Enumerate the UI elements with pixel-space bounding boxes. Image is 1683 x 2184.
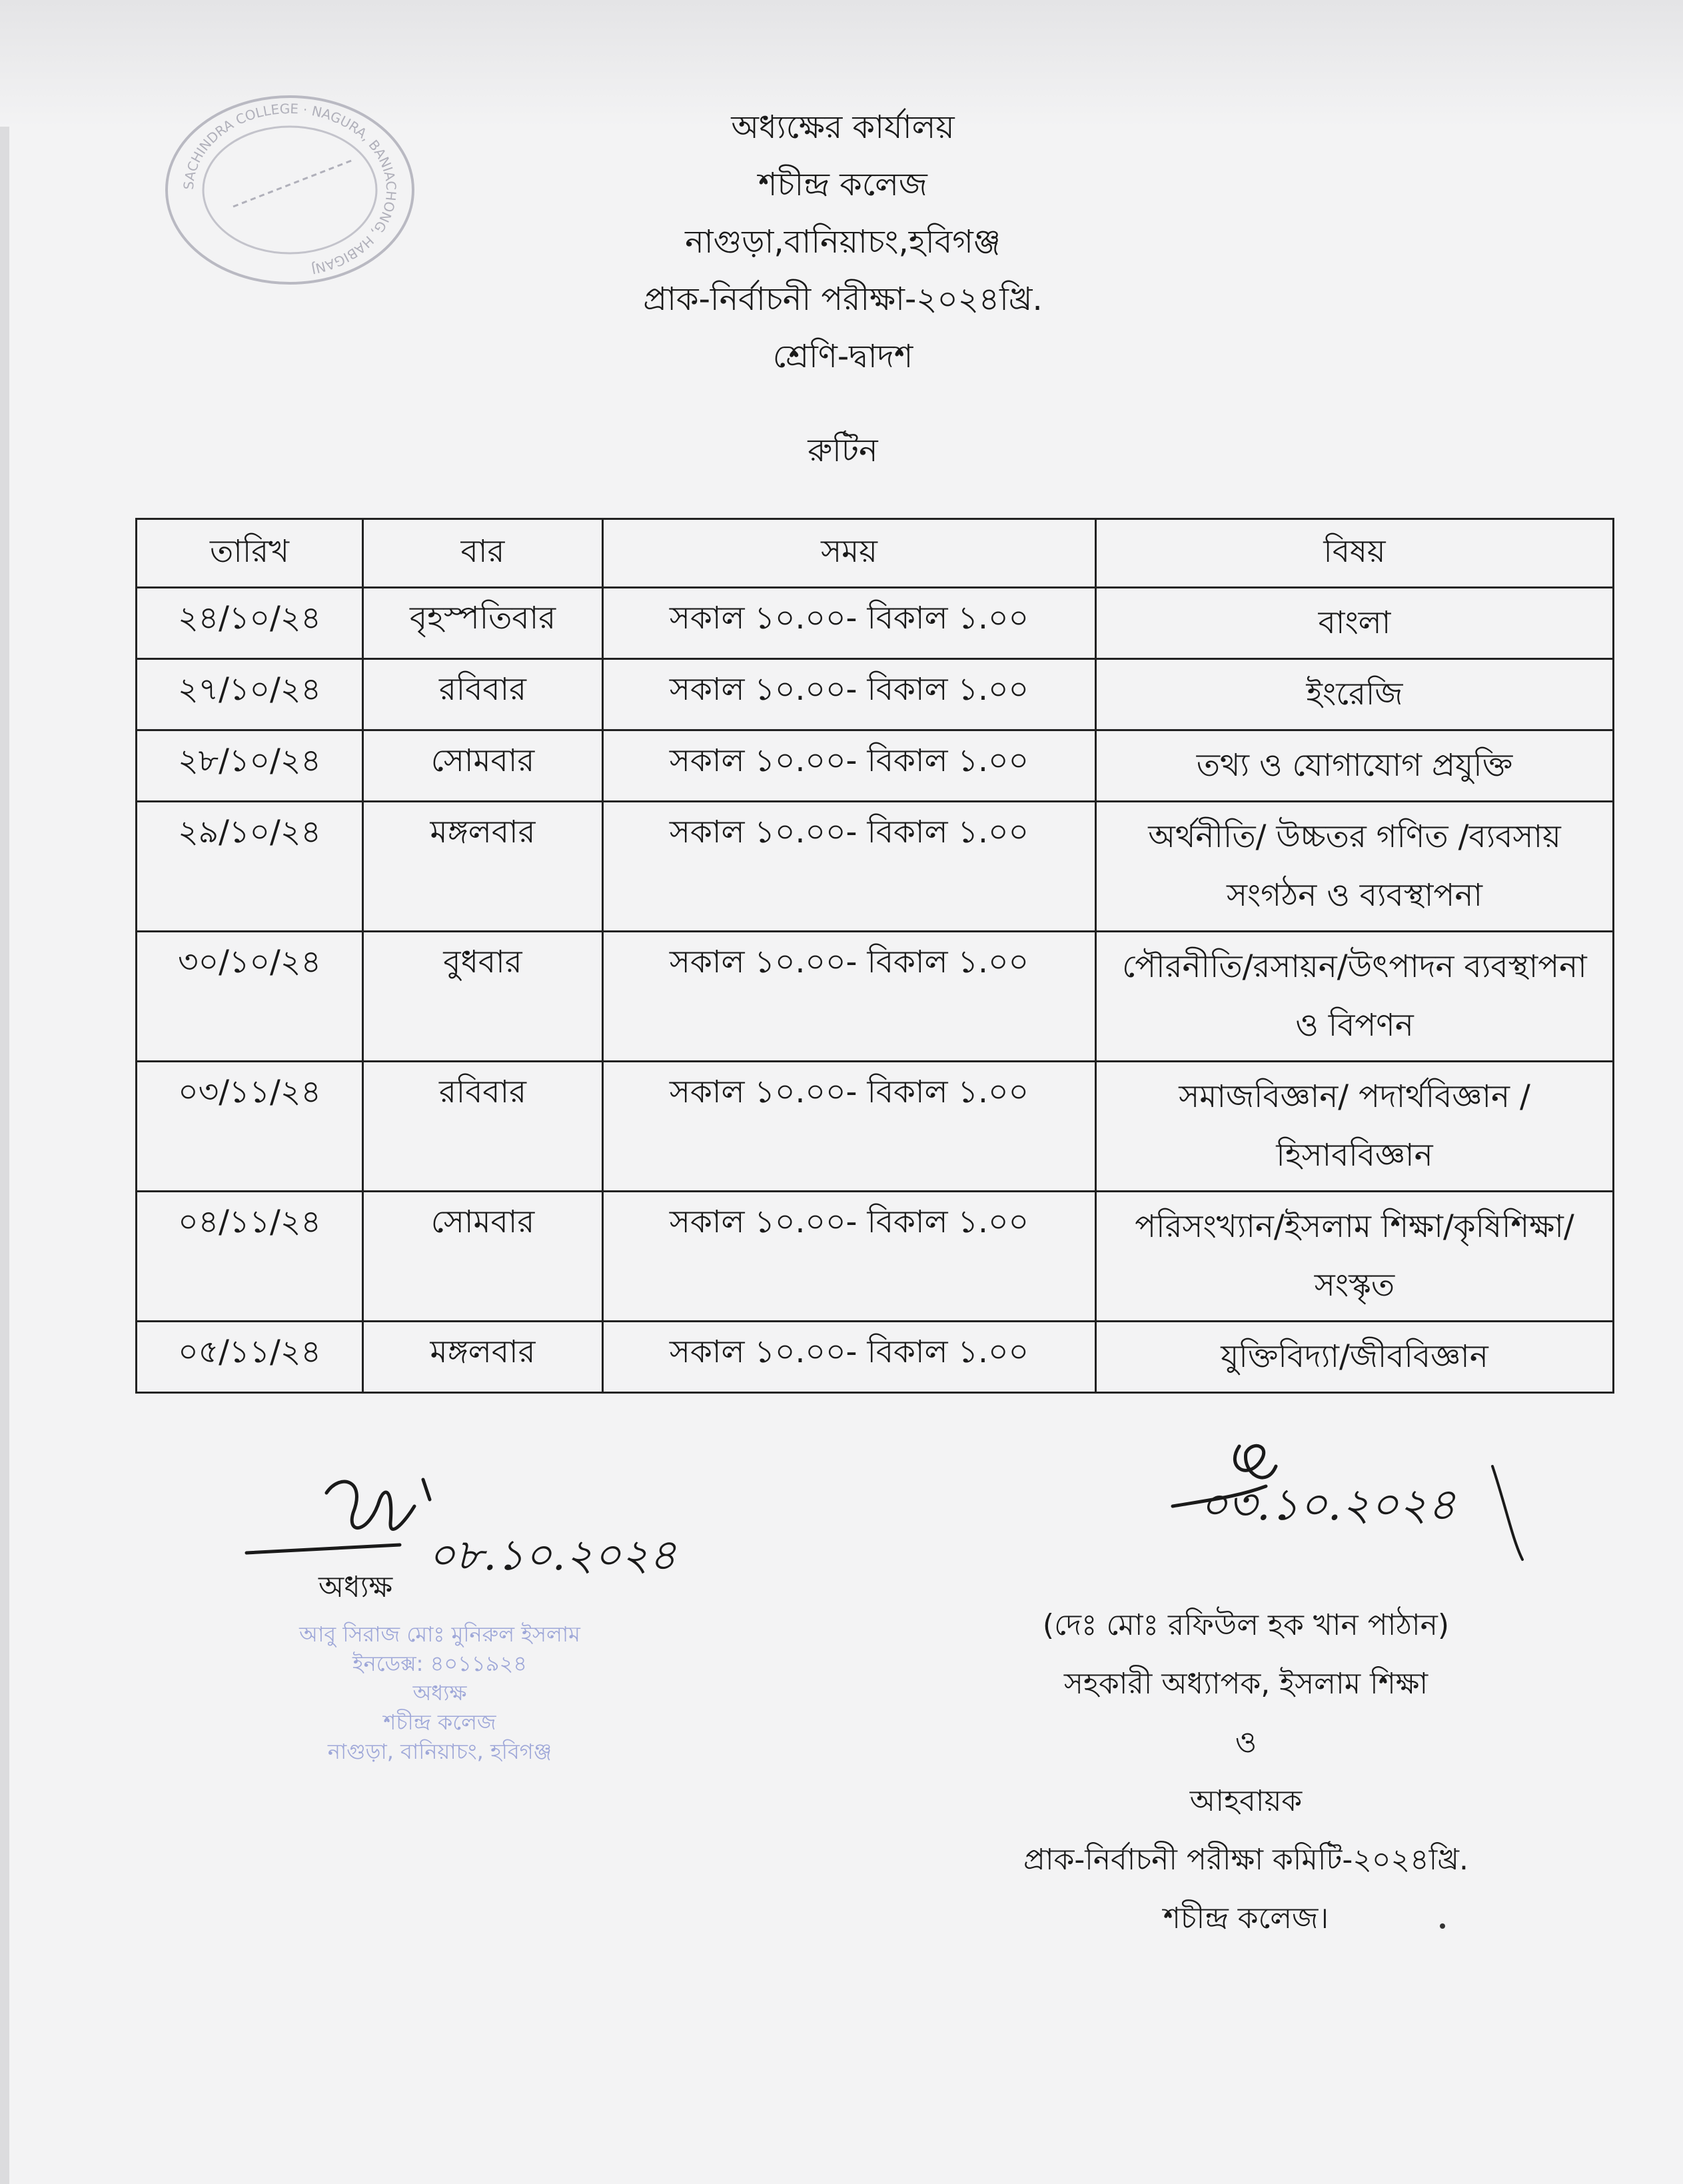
routine-label: রুটিন (808, 432, 878, 469)
cell-subject: পরিসংখ্যান/ইসলাম শিক্ষা/কৃষিশিক্ষা/সংস্কৃত (1096, 1192, 1614, 1322)
cell-day: মঙ্গলবার (363, 802, 603, 932)
cell-time: সকাল ১০.০০- বিকাল ১.০০ (603, 1322, 1096, 1393)
cell-date: ০৪/১১/২৪ (137, 1192, 363, 1322)
college-seal-stamp (160, 90, 420, 290)
exam-routine-table (135, 518, 1614, 1394)
committee-name: প্রাক-নির্বাচনী পরীক্ষা কমিটি-২০২৪খ্রি. (1023, 1843, 1468, 1877)
convener-title: সহকারী অধ্যাপক, ইসলাম শিক্ষা (1063, 1667, 1428, 1701)
cell-time: সকাল ১০.০০- বিকাল ১.০০ (603, 1062, 1096, 1192)
principal-designation: অধ্যক্ষ (318, 1570, 393, 1604)
table-row (137, 1062, 1614, 1192)
convener-name: (দেঃ মোঃ রফিউল হক খান পাঠান) (1042, 1608, 1450, 1642)
college-address: নাগুড়া,বানিয়াচং,হবিগঞ্জ (685, 223, 1001, 261)
cell-subject: যুক্তিবিদ্যা/জীববিজ্ঞান (1096, 1322, 1614, 1393)
column-header-date: তারিখ (137, 519, 363, 588)
stamp-line: শচীন্দ্র কলেজ (383, 1709, 496, 1735)
cell-day: সোমবার (363, 730, 603, 802)
table-row (137, 588, 1614, 659)
exam-title: প্রাক-নির্বাচনী পরীক্ষা-২০২৪খ্রি. (643, 281, 1043, 318)
college-name: শচীন্দ্র কলেজ (758, 166, 927, 203)
cell-subject: বাংলা (1096, 588, 1614, 659)
stamp-line: অধ্যক্ষ (412, 1680, 467, 1705)
ink-dot (1440, 1923, 1445, 1929)
cell-date: ০৩/১১/২৪ (137, 1062, 363, 1192)
cell-time: সকাল ১০.০০- বিকাল ১.০০ (603, 1192, 1096, 1322)
cell-day: রবিবার (363, 1062, 603, 1192)
principal-stamp (280, 1620, 600, 1766)
cell-time: সকাল ১০.০০- বিকাল ১.০০ (603, 802, 1096, 932)
column-header-subject: বিষয় (1096, 519, 1614, 588)
table-row (137, 1322, 1614, 1393)
cell-date: ০৫/১১/২৪ (137, 1322, 363, 1393)
column-header-time: সময় (603, 519, 1096, 588)
cell-time: সকাল ১০.০০- বিকাল ১.০০ (603, 588, 1096, 659)
convener-block (986, 1596, 1506, 1948)
cell-time: সকাল ১০.০০- বিকাল ১.০০ (603, 659, 1096, 730)
table-header-row (137, 519, 1614, 588)
cell-date: ২৭/১০/২৪ (137, 659, 363, 730)
class-title: শ্রেণি-দ্বাদশ (772, 338, 913, 375)
cell-day: মঙ্গলবার (363, 1322, 603, 1393)
principal-signature (240, 1460, 733, 1593)
stamp-line: নাগুড়া, বানিয়াচং, হবিগঞ্জ (327, 1739, 552, 1764)
cell-day: রবিবার (363, 659, 603, 730)
cell-subject: সমাজবিজ্ঞান/ পদার্থবিজ্ঞান /হিসাববিজ্ঞান (1096, 1062, 1614, 1192)
table-row (137, 730, 1614, 802)
cell-day: বৃহস্পতিবার (363, 588, 603, 659)
cell-subject: তথ্য ও যোগাযোগ প্রযুক্তি (1096, 730, 1614, 802)
cell-date: ৩০/১০/২৪ (137, 932, 363, 1062)
cell-day: বুধবার (363, 932, 603, 1062)
cell-day: সোমবার (363, 1192, 603, 1322)
column-header-day: বার (363, 519, 603, 588)
conjunction: ও (1235, 1725, 1257, 1759)
convener-college: শচীন্দ্র কলেজ। (1163, 1901, 1329, 1935)
table-row (137, 1192, 1614, 1322)
cell-subject: ইংরেজি (1096, 659, 1614, 730)
stamp-line: আবু সিরাজ মোঃ মুনিরুল ইসলাম (299, 1622, 580, 1647)
signature-date-right: ০৩.১০.২০২৪ (1199, 1479, 1456, 1530)
cell-time: সকাল ১০.০০- বিকাল ১.০০ (603, 730, 1096, 802)
stamp-line: ইনডেক্স: ৪০১১৯২৪ (352, 1651, 528, 1676)
convener-signature (1159, 1426, 1532, 1573)
cell-date: ২৯/১০/২৪ (137, 802, 363, 932)
table-row (137, 659, 1614, 730)
table-row (137, 932, 1614, 1062)
cell-subject: অর্থনীতি/ উচ্চতর গণিত /ব্যবসায় সংগঠন ও ব্যবস্থাপনা (1096, 802, 1614, 932)
table-row (137, 802, 1614, 932)
cell-time: সকাল ১০.০০- বিকাল ১.০০ (603, 932, 1096, 1062)
convener-role: আহবায়ক (1189, 1784, 1303, 1818)
cell-date: ২৮/১০/২৪ (137, 730, 363, 802)
cell-subject: পৌরনীতি/রসায়ন/উৎপাদন ব্যবস্থাপনা ও বিপণন (1096, 932, 1614, 1062)
seal-text: SACHINDRA COLLEGE · NAGURA, BANIACHONG, HABIGANJ (180, 100, 400, 277)
office-title: অধ্যক্ষের কার্যালয় (731, 109, 955, 146)
page-header (466, 99, 1219, 385)
signature-date-left: ০৮.১০.২০২৪ (428, 1531, 677, 1580)
cell-date: ২৪/১০/২৪ (137, 588, 363, 659)
scan-left-edge (0, 127, 9, 2184)
